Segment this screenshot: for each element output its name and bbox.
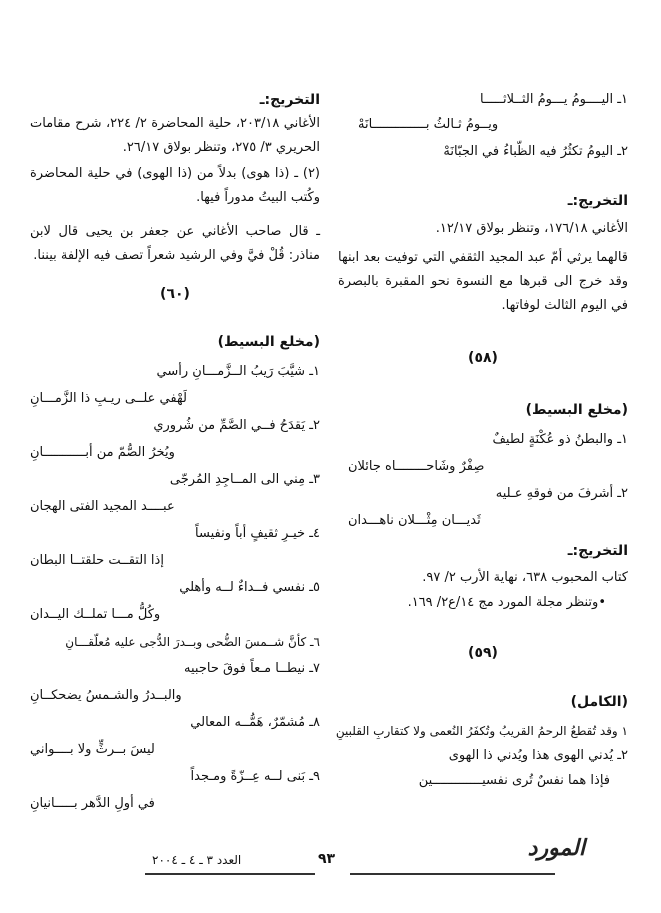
section-heading: التخريج:ـ bbox=[259, 92, 320, 108]
left-column bbox=[30, 80, 320, 811]
page-number: ٩٣ bbox=[318, 851, 336, 867]
poem-verse: فإذا هما نفسٌ تُرى نفسيـــــــــــــين bbox=[418, 773, 610, 788]
poem-number: (٥٩) bbox=[468, 645, 498, 661]
section-heading: التخريج:ـ bbox=[567, 193, 628, 209]
journal-logo: المورد bbox=[527, 835, 585, 861]
poem-number: (٥٨) bbox=[468, 350, 498, 366]
meter-label: (مخلع البسيط) bbox=[525, 402, 628, 418]
poem-verse: ثَديـــان مِثْـــلان ناهـــدان bbox=[348, 513, 481, 528]
meter-label: (مخلع البسيط) bbox=[217, 334, 320, 350]
poem-verse: ٦ـ كأنَّ شــمسَ الضُّحى وبــدرَ الدُّجى عليه مُعلّقـــانِ bbox=[65, 635, 320, 649]
poem-verse: لَهْفي علــى ريـبِ ذا الزَّمـــانِ bbox=[30, 391, 187, 406]
poem-verse: ٣ـ مِني الى المــاجِدِ المُرجّى bbox=[169, 472, 320, 487]
note-paragraph: قالهما يرثي أمّ عبد المجيد الثقفي التي توفيت بعد ابنها وقد خرج الى قبرها مع النسوة نحو المقبرة بالبصرة في اليوم الثالث لوفاتها. bbox=[338, 250, 628, 313]
poem-verse: ١ـ اليــــومُ يـــومُ الثــلاثـــــا bbox=[480, 92, 628, 107]
page-footer bbox=[0, 835, 661, 885]
poem-number: (٦٠) bbox=[160, 286, 190, 302]
poem-verse: وكُلُّ مـــا تملــك اليــدان bbox=[30, 607, 161, 622]
poem-verse: ٧ـ نيطــا مـعاً فوقَ حاجبيه bbox=[184, 661, 320, 676]
poem-verse: والبــدرُ والشـمسُ يضحكــانِ bbox=[30, 688, 182, 703]
poem-verse: ويُخرُ الصُّمّ من أبـــــــــــانِ bbox=[30, 445, 175, 460]
citation: الأغاني ١٧٦/١٨، وتنظر بولاق ١٢/١٧. bbox=[435, 221, 628, 236]
note-paragraph: ـ قال صاحب الأغاني عن جعفر بن يحيى قال لابن مناذر: قُلْ فيَّ وفي الرشيد شعراً تصف فيه الإلفة بيننا. bbox=[30, 224, 320, 263]
poem-verse: ٥ـ نفسي فــداءٌ لــه وأهلي bbox=[179, 580, 320, 595]
right-column bbox=[335, 80, 628, 788]
poem-verse: في أولِ الدَّهر بـــــانيانِ bbox=[30, 796, 155, 811]
poem-verse: ٩ـ بَنى لــه عِــزّةً ومـجداً bbox=[190, 769, 320, 784]
poem-verse: ٤ـ خيـرِ ثقيفٍ أباً ونفيساً bbox=[195, 526, 320, 541]
citation: الأغاني ٢٠٣/١٨، حلية المحاضرة ٢/ ٢٢٤، شرح مقامات الحريري ٣/ ٢٧٥، وتنظر بولاق ٢٦/١٧. bbox=[30, 116, 320, 155]
citation: •وتنظر مجلة المورد مج ١٤/ع٢/ ١٦٩. bbox=[407, 595, 606, 610]
meter-label: (الكامل) bbox=[570, 694, 628, 710]
footer-rule bbox=[145, 873, 315, 875]
poem-verse: عبــــد المجيد الفتى الهجان bbox=[30, 499, 175, 514]
poem-verse: ١ وقد تُقطعُ الرحمُ القريبُ وتُكفَرُ النُعمى ولا كتقاربِ القلبينِ bbox=[335, 724, 628, 738]
poem-verse: ٢ـ يُدني الهوى هذا ويُدني ذا الهوى bbox=[448, 748, 628, 763]
poem-verse: ١ـ شيَّبَ رَيبُ الــزَّمـــانِ رأسي bbox=[156, 364, 320, 379]
variant-note: (٢) ـ (ذا هوى) بدلاً من (ذا الهوى) في حلية المحاضرة وكُتب البيتُ مدوراً فيها. bbox=[30, 166, 320, 205]
section-heading: التخريج:ـ bbox=[567, 543, 628, 559]
citation: كتاب المحبوب ٦٣٨، نهاية الأرب ٢/ ٩٧. bbox=[422, 570, 628, 585]
poem-verse: ٢ـ يَقدَحُ فــي الصَّمِّ من شُروري bbox=[153, 418, 320, 433]
poem-verse: إذا التقــت حلقتــا البطان bbox=[30, 553, 164, 568]
issue-label: العدد ٣ ـ ٤ ـ ٢٠٠٤ bbox=[152, 853, 242, 867]
poem-verse: ٢ـ اليومُ تكثُرُ فيه الظّباءُ في الجبّانَهْ bbox=[443, 144, 628, 159]
poem-verse: ويــومُ ثـالثُ بــــــــــــــانَهْ bbox=[358, 117, 499, 132]
poem-verse: ٢ـ أشرفَ من فوقهِ عـليه bbox=[495, 486, 628, 501]
poem-verse: ٨ـ مُشمّرٌ، هَمُّــه المعالي bbox=[190, 715, 320, 730]
poem-verse: صِفْرٌ وشَاحــــــــاه جائلان bbox=[348, 459, 485, 474]
poem-verse: ليسَ بــرثٍّ ولا بــــواني bbox=[30, 742, 155, 757]
footer-rule bbox=[350, 873, 555, 875]
poem-verse: ١ـ والبطنُ ذو عُكْنَةٍ لطيفٌ bbox=[492, 432, 628, 447]
